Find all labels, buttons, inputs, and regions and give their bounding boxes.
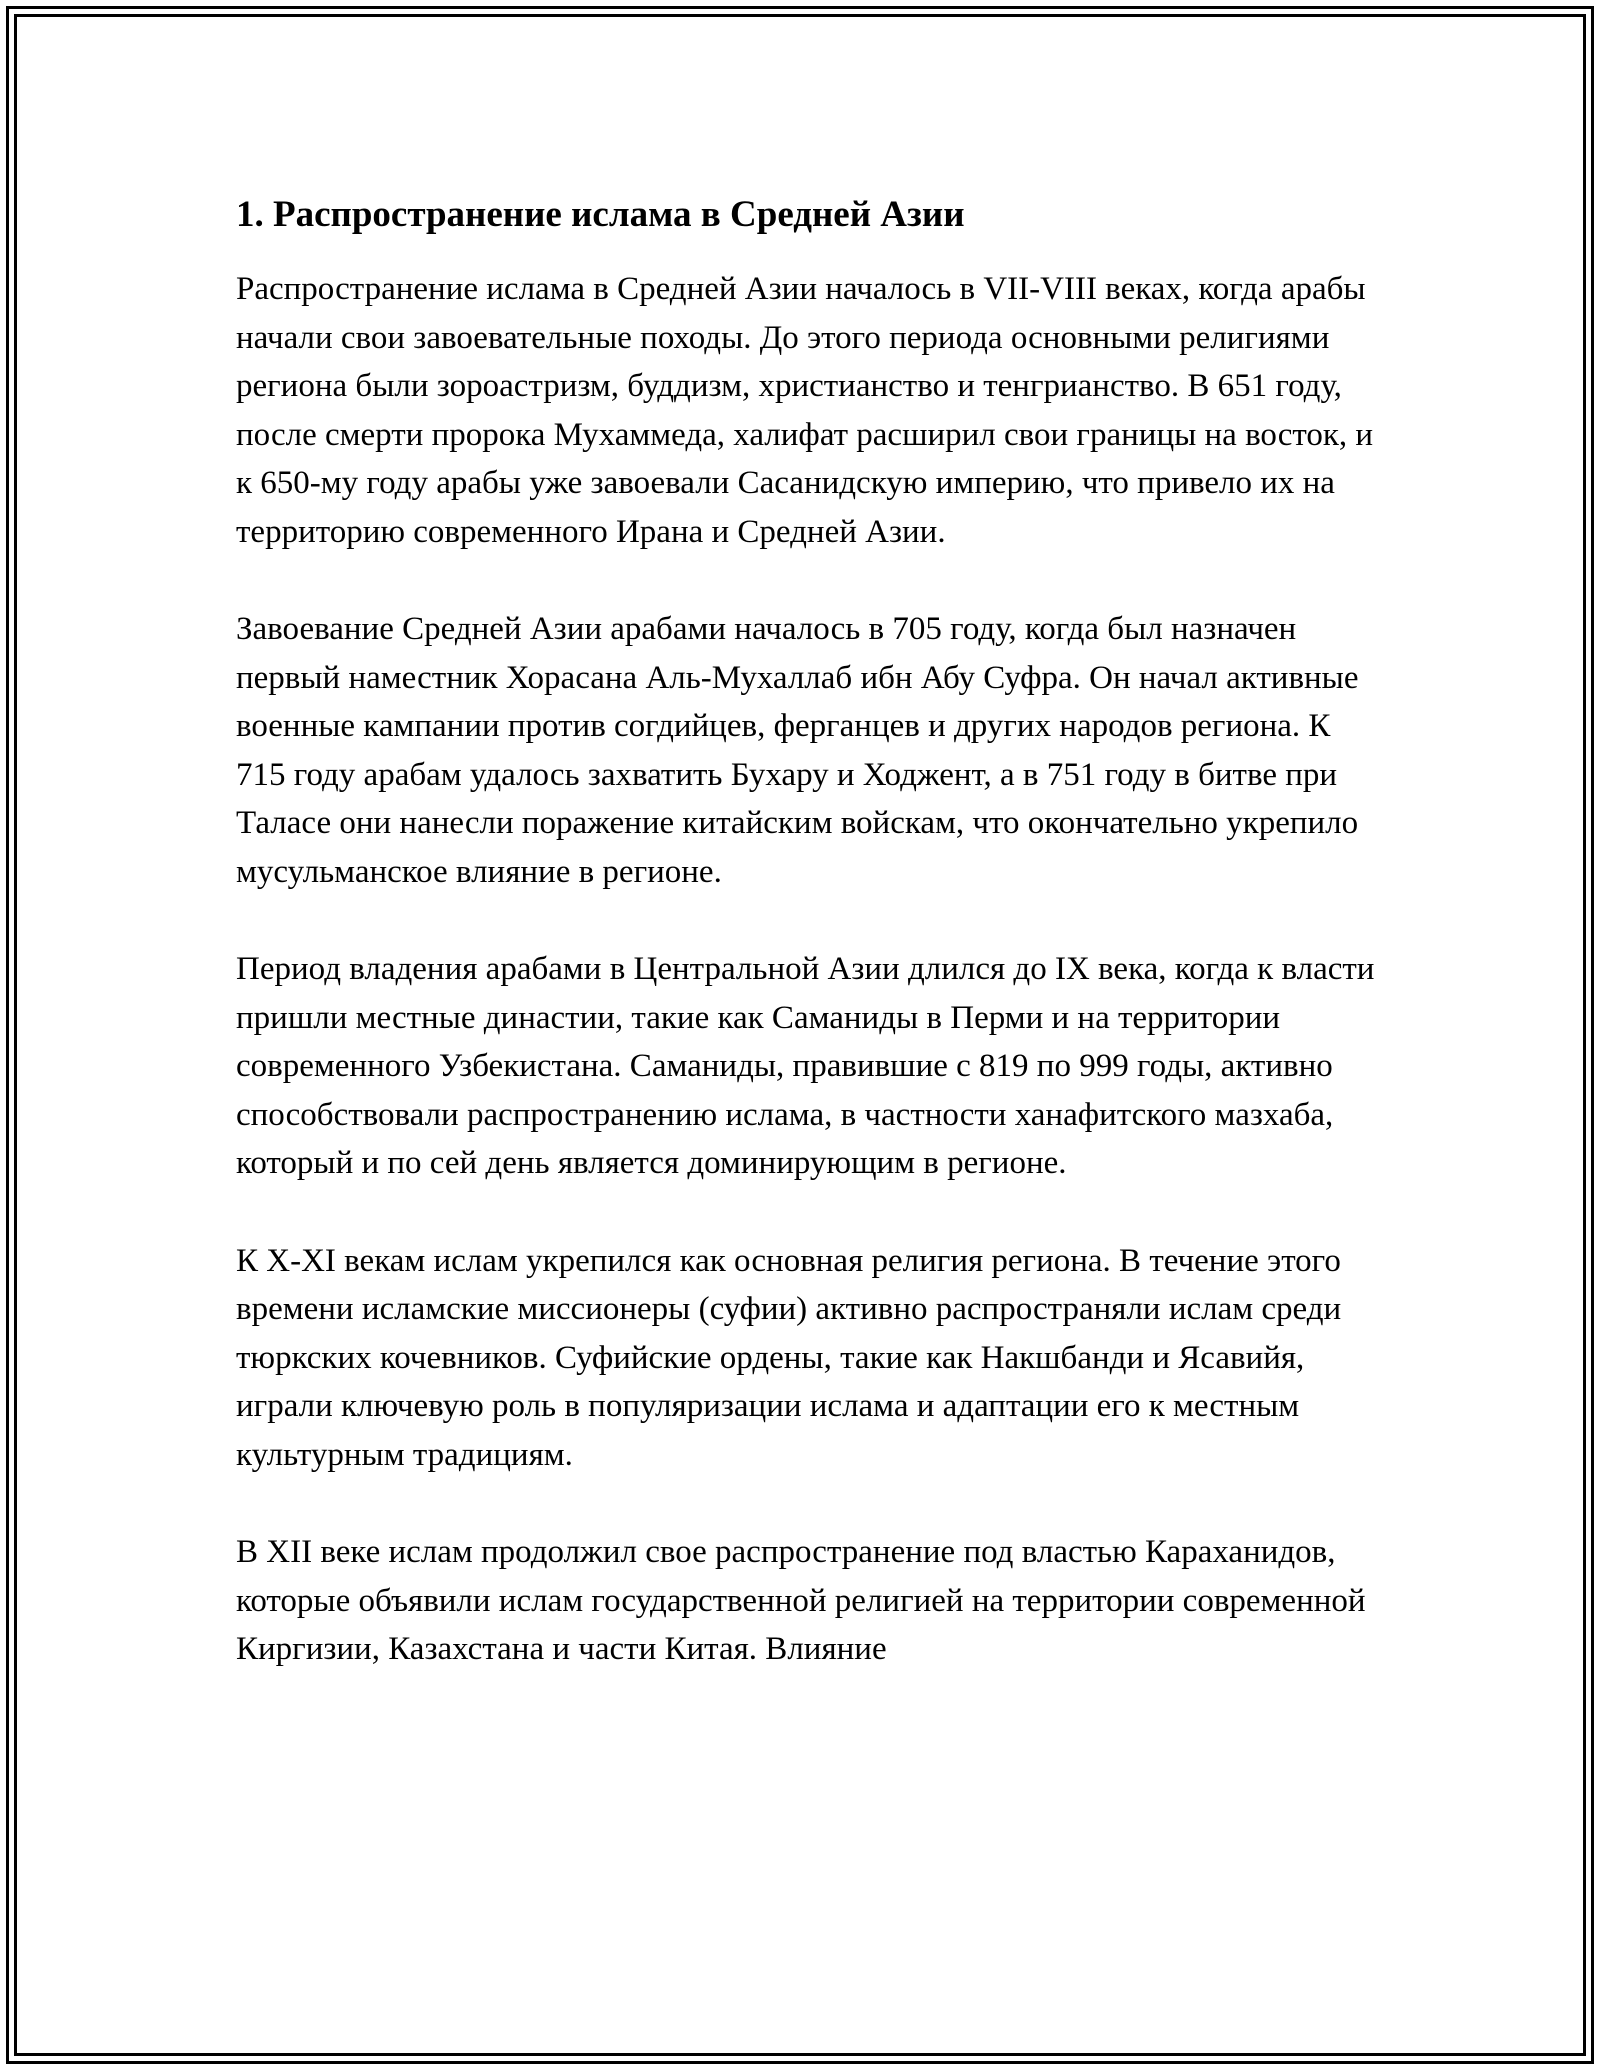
paragraph-5: В XII веке ислам продолжил свое распространение под властью Караханидов, которые объявили ислам государственной религией на территории современной Киргизии, Казахстана и части Китая. Влияние xyxy=(236,1534,1366,1667)
section-heading: 1. Распространение ислама в Средней Азии xyxy=(236,194,965,235)
document-body xyxy=(236,185,1386,1674)
paragraph-3: Период владения арабами в Центральной Азии длился до IX века, когда к власти пришли местные династии, такие как Саманиды в Перми и на территории современного Узбекистана. Саманиды, правившие с 819 по 999 годы, активно способствовали распространению ислама, в частности ханафитского мазхаба, который и по сей день является доминирующим в регионе. xyxy=(236,951,1375,1181)
paragraph-4: К X-XI векам ислам укрепился как основная религия региона. В течение этого времени исламские миссионеры (суфии) активно распространяли ислам среди тюркских кочевников. Суфийские ордены, такие как Накшбанди и Ясавийя, играли ключевую роль в популяризации ислама и адаптации его к местным культурным традициям. xyxy=(236,1242,1342,1473)
paragraph-2: Завоевание Средней Азии арабами началось в 705 году, когда был назначен первый наместник Хорасана Аль-Мухаллаб ибн Абу Суфра. Он начал активные военные кампании против согдийцев, ферганцев и других народов региона. К 715 году арабам удалось захватить Бухару и Ходжент, а в 751 году в битве при Таласе они нанесли поражение китайским войскам, что окончательно укрепило мусульманское влияние в регионе. xyxy=(236,611,1359,890)
paragraph-1: Распространение ислама в Средней Азии началось в VII-VIII веках, когда арабы начали свои завоевательные походы. До этого периода основными религиями региона были зороастризм, буддизм, христианство и тенгрианство. В 651 году, после смерти пророка Мухаммеда, халифат расширил свои границы на восток, и к 650-му году арабы уже завоевали Сасанидскую империю, что привело их на территорию современного Ирана и Средней Азии. xyxy=(236,271,1374,550)
